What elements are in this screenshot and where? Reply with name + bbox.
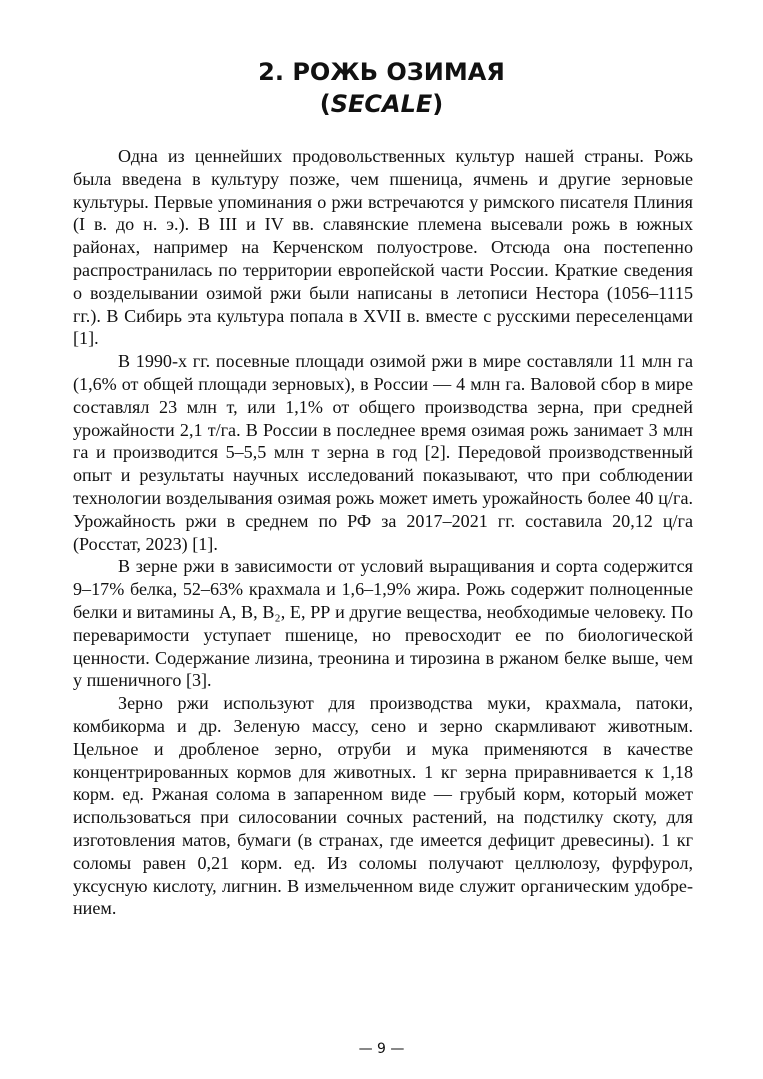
- latin-name: SECALE: [330, 90, 433, 118]
- subtitle-open-paren: (: [319, 90, 331, 118]
- chapter-subtitle: [0, 89, 763, 119]
- paragraph-composition: В зерне ржи в зависимости от условий выращивания и сорта содержится 9–17% белка, 52–63% крахмала и 1,6–1,9% жира. Рожь содержит полноценные белки и витамины А, В, В₂, Е, РР и другие вещества, необходимые человеку. По переваримости уступает пшенице, но превосходит ее по биологической ценности. Содержание лизина, треонина и тирозина в ржаном белке выше, чем у пшеничного [3].: [73, 556, 693, 691]
- chapter-title: 2. РОЖЬ ОЗИМАЯ: [258, 58, 505, 86]
- body-text: [73, 145, 693, 920]
- page-number: — 9 —: [358, 1041, 405, 1057]
- paragraph-uses: Зерно ржи используют для производства муки, крахмала, патоки, комбикорма и др. Зеленую массу, сено и зерно скармливают животным. Цельное и дробленое зерно, отруби и мука применяются в качестве концентрированных кормов для животных. 1 кг зерна приравнивается к 1,18 корм. ед. Ржаная солома в запаренном виде — грубый корм, который может использоваться при силосовании сочных растений, на подстилку скоту, для изготовления матов, бумаги (в странах, где имеется дефицит древесины). 1 кг соломы равен 0,21 корм. ед. Из соломы получают целлюлозу, фурфурол, уксусную кислоту, лигнин. В измельченном виде служит органическим удобрением.: [73, 693, 693, 919]
- subtitle-close-paren: ): [432, 90, 444, 118]
- paragraph-history: Одна из ценнейших продовольственных культур нашей страны. Рожь была введена в культуру позже, чем пшеница, ячмень и другие зерновые культуры. Первые упоминания о ржи встречаются у римского писателя Плиния (I в. до н. э.). В III и IV вв. славянские племена высевали рожь в южных районах, например на Керченском полуострове. Отсюда она постепенно распространилась по территории европейской части России. Краткие сведения о возделывании озимой ржи были написаны в летописи Нестора (1056–1115 гг.). В Сибирь эта культура попала в XVII в. вместе с русскими переселенцами [1].: [73, 146, 693, 349]
- paragraph-statistics: В 1990-х гг. посевные площади озимой ржи в мире составляли 11 млн га (1,6% от общей площади зерновых), в России — 4 млн га. Валовой сбор в мире составлял 23 млн т, или 1,1% от общего производства зерна, при средней урожайности 2,1 т/га. В России в последнее время озимая рожь занимает 3 млн га и производится 5–5,5 млн т зерна в год [2]. Передовой производственный опыт и результаты научных исследований показывают, что при соблюдении технологии возделывания озимая рожь может иметь урожайность более 40 ц/га. Урожайность ржи в среднем по РФ за 2017–2021 гг. составила 20,12 ц/га (Росстат, 2023) [1].: [73, 351, 693, 554]
